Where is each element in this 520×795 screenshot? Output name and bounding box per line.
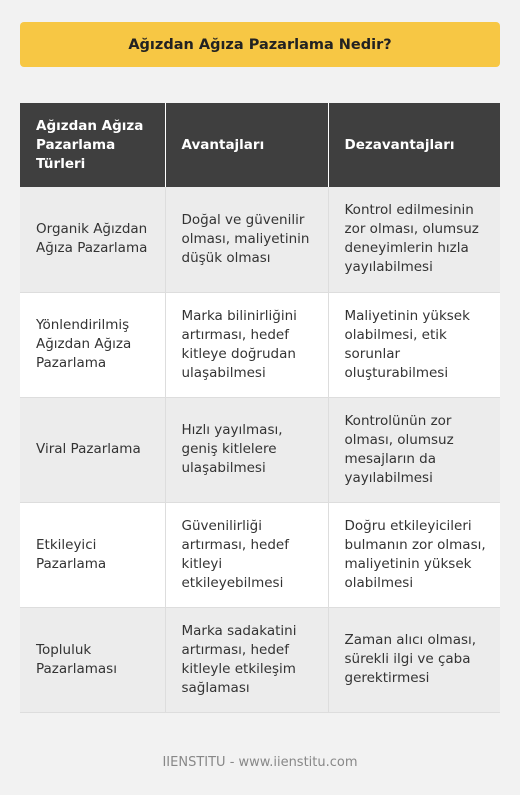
table-cell-disadvantages: Kontrol edilmesinin zor olması, olumsuz deneyimlerin hızla yayılabilmesi xyxy=(328,187,500,292)
table-cell-disadvantages: Doğru etkileyicileri bulmanın zor olması, maliyetinin yüksek olabilmesi xyxy=(328,502,500,607)
comparison-table xyxy=(20,103,500,713)
table-cell-advantages: Güvenilirliği artırması, hedef kitleyi etkileyebilmesi xyxy=(165,502,328,607)
table-cell-advantages: Marka sadakatini artırması, hedef kitleyle etkileşim sağlaması xyxy=(165,607,328,712)
table-row xyxy=(20,187,500,292)
table-cell-advantages: Doğal ve güvenilir olması, maliyetinin düşük olması xyxy=(165,187,328,292)
table-row xyxy=(20,292,500,397)
table-row xyxy=(20,502,500,607)
column-header-types: Ağızdan Ağıza Pazarlama Türleri xyxy=(20,103,165,187)
table-row xyxy=(20,397,500,502)
table-cell-type: Viral Pazarlama xyxy=(20,397,165,502)
table-cell-advantages: Marka bilinirliğini artırması, hedef kitleye doğrudan ulaşabilmesi xyxy=(165,292,328,397)
footer-credit: IIENSTITU - www.iienstitu.com xyxy=(162,755,358,770)
table-cell-disadvantages: Zaman alıcı olması, sürekli ilgi ve çaba gerektirmesi xyxy=(328,607,500,712)
table-cell-type: Organik Ağızdan Ağıza Pazarlama xyxy=(20,187,165,292)
table-cell-type: Yönlendirilmiş Ağızdan Ağıza Pazarlama xyxy=(20,292,165,397)
table-cell-type: Topluluk Pazarlaması xyxy=(20,607,165,712)
column-header-advantages: Avantajları xyxy=(165,103,328,187)
table-cell-disadvantages: Maliyetinin yüksek olabilmesi, etik sorunlar oluşturabilmesi xyxy=(328,292,500,397)
table-row xyxy=(20,607,500,712)
page-title: Ağızdan Ağıza Pazarlama Nedir? xyxy=(20,22,500,67)
column-header-disadvantages: Dezavantajları xyxy=(328,103,500,187)
table-header-row xyxy=(20,103,500,187)
table-cell-type: Etkileyici Pazarlama xyxy=(20,502,165,607)
table-cell-disadvantages: Kontrolünün zor olması, olumsuz mesajların da yayılabilmesi xyxy=(328,397,500,502)
table-cell-advantages: Hızlı yayılması, geniş kitlelere ulaşabilmesi xyxy=(165,397,328,502)
